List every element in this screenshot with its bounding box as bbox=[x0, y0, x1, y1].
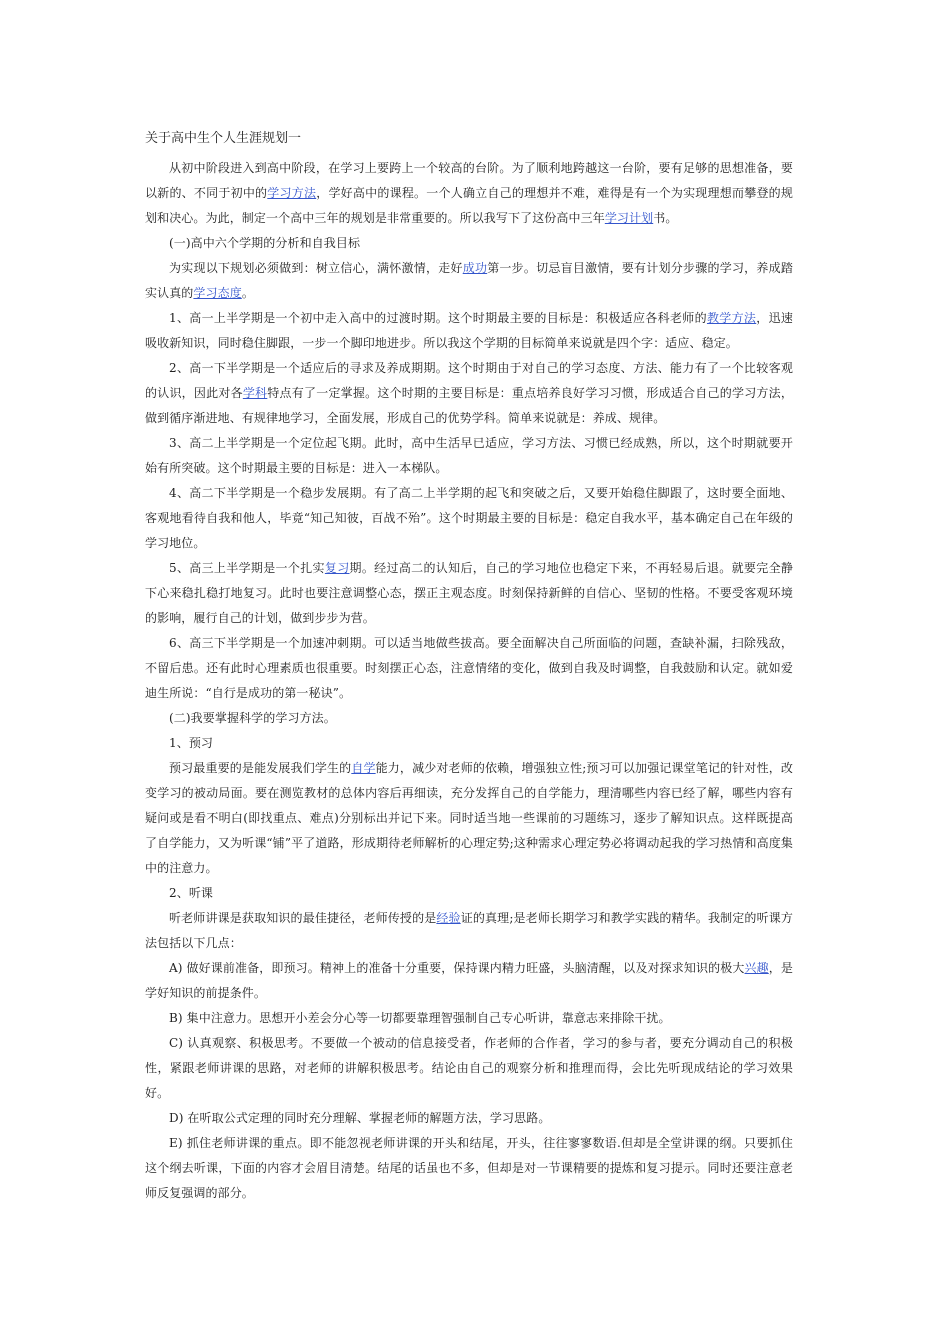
paragraph-text: (二)我要掌握科学的学习方法。 bbox=[169, 711, 336, 725]
document-body bbox=[145, 156, 793, 1206]
inline-link[interactable]: 学习方法 bbox=[267, 186, 317, 200]
paragraph-text: B) 集中注意力。思想开小差会分心等一切都要靠理智强制自己专心听讲，靠意志来排除干扰。 bbox=[169, 1011, 671, 1025]
paragraph bbox=[145, 306, 793, 356]
document-page bbox=[145, 128, 793, 1206]
paragraph-text: 2、听课 bbox=[169, 886, 214, 900]
paragraph-text: ，迅速吸收新知识，同时稳住脚跟，一步一个脚印地进步。所以我这个学期的目标简单来说就是四个字：适应、稳定。 bbox=[145, 311, 793, 350]
paragraph-text: 2、高一下半学期是一个适应后的寻求及养成期期。这个时期由于对自己的学习态度、方法、能力有了一个比较客观的认识，因此对各 bbox=[145, 361, 793, 400]
paragraph bbox=[145, 1006, 793, 1031]
paragraph-text: ，学好高中的课程。一个人确立自己的理想并不难，难得是有一个为实现理想而攀登的规划和决心。为此，制定一个高中三年的规划是非常重要的。所以我写下了这份高中三年 bbox=[145, 186, 793, 225]
paragraph-text: 。 bbox=[241, 286, 254, 300]
paragraph-text: 特点有了一定掌握。这个时期的主要目标是：重点培养良好学习习惯，形成适合自己的学习方法，做到循序渐进地、有规律地学习，全面发展，形成自己的优势学科。简单来说就是：养成、规律。 bbox=[145, 386, 793, 425]
paragraph bbox=[145, 431, 793, 481]
paragraph bbox=[145, 356, 793, 431]
paragraph-text: 听老师讲课是获取知识的最佳捷径，老师传授的是 bbox=[169, 911, 437, 925]
paragraph bbox=[145, 556, 793, 631]
inline-link[interactable]: 复习 bbox=[324, 561, 350, 575]
inline-link[interactable]: 学科 bbox=[242, 386, 268, 400]
paragraph bbox=[145, 756, 793, 881]
inline-link[interactable]: 学习态度 bbox=[193, 286, 242, 300]
paragraph-text: 5、高三上半学期是一个扎实 bbox=[169, 561, 325, 575]
paragraph-text: 书。 bbox=[653, 211, 678, 225]
paragraph-text: 4、高二下半学期是一个稳步发展期。有了高二上半学期的起飞和突破之后，又要开始稳住脚跟了，这时要全面地、客观地看待自我和他人，毕竟“知己知彼，百战不殆”。这个时期最主要的目标是：稳定自我水平，基本确定自己在年级的学习地位。 bbox=[145, 486, 793, 550]
paragraph-text: 证的真理;是老师长期学习和教学实践的精华。我制定的听课方法包括以下几点： bbox=[145, 911, 793, 950]
inline-link[interactable]: 自学 bbox=[351, 761, 376, 775]
paragraph-text: 为实现以下规划必须做到：树立信心，满怀激情，走好 bbox=[169, 261, 463, 275]
paragraph bbox=[145, 481, 793, 556]
paragraph-text: (一)高中六个学期的分析和自我目标 bbox=[169, 236, 361, 250]
paragraph bbox=[145, 156, 793, 231]
document-title: 关于高中生个人生涯规划一 bbox=[145, 131, 302, 146]
paragraph bbox=[145, 1106, 793, 1131]
inline-link[interactable]: 成功 bbox=[462, 261, 488, 275]
paragraph-text: 6、高三下半学期是一个加速冲刺期。可以适当地做些拔高。要全面解决自己所面临的问题，查缺补漏，扫除残敌，不留后患。还有此时心理素质也很重要。时刻摆正心态，注意情绪的变化，做到自我及时调整，自我鼓励和认定。就如爱迪生所说：“自行是成功的第一秘诀”。 bbox=[145, 636, 793, 700]
paragraph-text: D) 在听取公式定理的同时充分理解、掌握老师的解题方法，学习思路。 bbox=[169, 1111, 551, 1125]
paragraph bbox=[145, 706, 793, 731]
paragraph bbox=[145, 956, 793, 1006]
paragraph-text: ，是学好知识的前提条件。 bbox=[145, 961, 793, 1000]
paragraph bbox=[145, 231, 793, 256]
paragraph-text: E) 抓住老师讲课的重点。即不能忽视老师讲课的开头和结尾，开头，往往寥寥数语.但却是全堂讲课的纲。只要抓住这个纲去听课，下面的内容才会眉目清楚。结尾的话虽也不多，但却是对一节课精要的提炼和复习提示。同时还要注意老师反复强调的部分。 bbox=[145, 1136, 793, 1200]
paragraph-text: 从初中阶段进入到高中阶段，在学习上要跨上一个较高的台阶。为了顺利地跨越这一台阶，要有足够的思想准备，要以新的、不同于初中的 bbox=[145, 161, 793, 200]
paragraph-text: 3、高二上半学期是一个定位起飞期。此时，高中生活早已适应，学习方法、习惯已经成熟，所以，这个时期就要开始有所突破。这个时期最主要的目标是：进入一本梯队。 bbox=[145, 436, 793, 475]
paragraph-text: 期。经过高二的认知后，自己的学习地位也稳定下来，不再轻易后退。就要完全静下心来稳扎稳打地复习。此时也要注意调整心态，摆正主观态度。时刻保持新鲜的自信心、坚韧的性格。不要受客观环境的影响，履行自己的计划，做到步步为营。 bbox=[145, 561, 794, 625]
paragraph-text: 第一步。切忌盲目激情，要有计划分步骤的学习，养成踏实认真的 bbox=[145, 261, 793, 300]
paragraph bbox=[145, 1131, 793, 1206]
inline-link[interactable]: 经验 bbox=[436, 911, 461, 925]
inline-link[interactable]: 学习计划 bbox=[604, 211, 654, 225]
paragraph bbox=[145, 631, 793, 706]
inline-link[interactable]: 教学方法 bbox=[706, 311, 757, 325]
paragraph-text: 预习最重要的是能发展我们学生的 bbox=[169, 761, 352, 775]
inline-link[interactable]: 兴趣 bbox=[744, 961, 769, 975]
paragraph bbox=[145, 906, 793, 956]
paragraph bbox=[145, 1031, 793, 1106]
paragraph-text: 1、高一上半学期是一个初中走入高中的过渡时期。这个时期最主要的目标是：积极适应各科老师的 bbox=[169, 311, 707, 325]
paragraph-text: 1、预习 bbox=[169, 736, 214, 750]
paragraph-text: A) 做好课前准备，即预习。精神上的准备十分重要，保持课内精力旺盛，头脑清醒，以及对探求知识的极大 bbox=[169, 961, 745, 975]
paragraph bbox=[145, 256, 793, 306]
paragraph-text: C) 认真观察、积极思考。不要做一个被动的信息接受者，作老师的合作者，学习的参与者，要充分调动自己的积极性，紧跟老师讲课的思路，对老师的讲解积极思考。结论由自己的观察分析和推理而得，会比先听现成结论的学习效果好。 bbox=[145, 1036, 793, 1100]
paragraph bbox=[145, 881, 793, 906]
paragraph bbox=[145, 731, 793, 756]
paragraph-text: 能力，减少对老师的依赖，增强独立性;预习可以加强记课堂笔记的针对性，改变学习的被动局面。要在测览教材的总体内容后再细读，充分发挥自己的自学能力，理清哪些内容已经了解，哪些内容有疑问或是看不明白(即找重点、难点)分别标出并记下来。同时适当地一些课前的习题练习，逐步了解知识点。这样既提高了自学能力，又为听课“铺”平了道路，形成期待老师解析的心理定势;这种需求心理定势必将调动起我的学习热情和高度集中的注意力。 bbox=[145, 761, 793, 875]
